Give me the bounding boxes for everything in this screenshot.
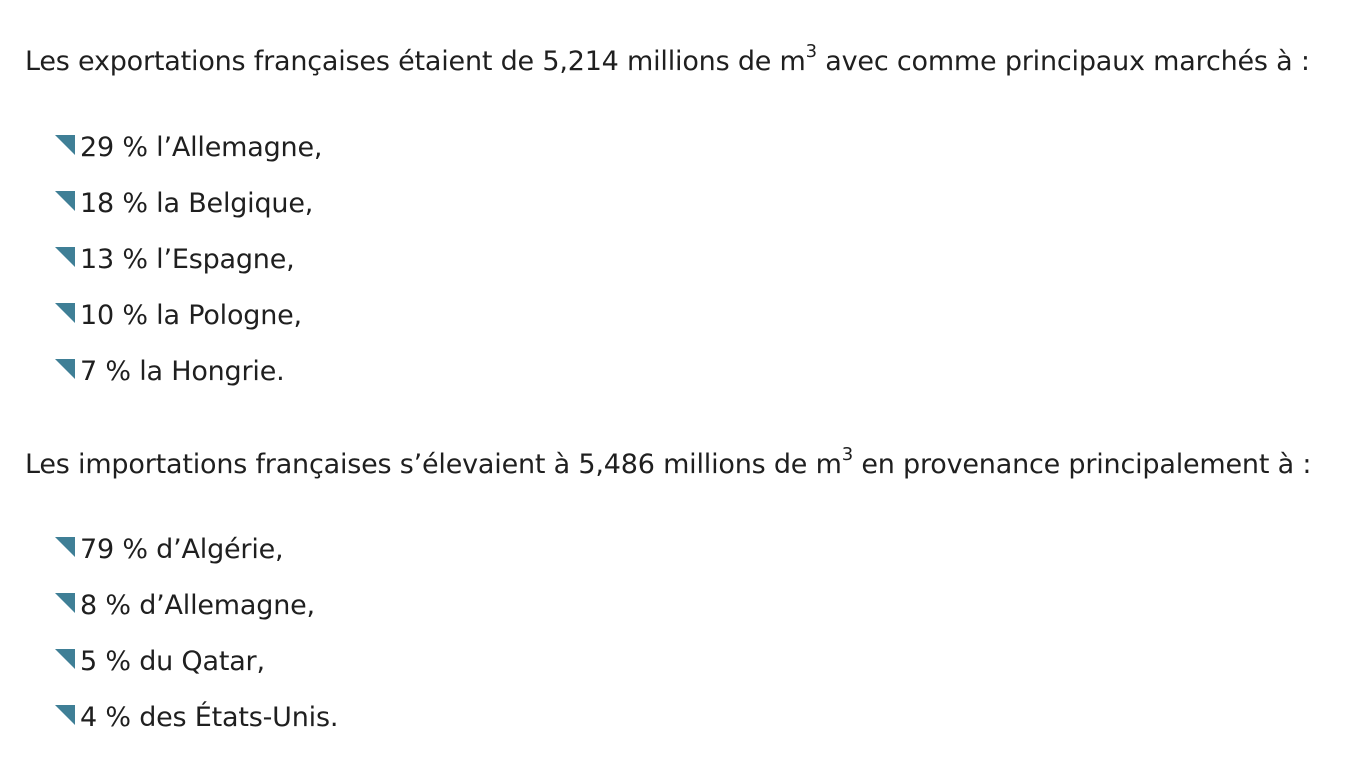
- exports-intro-text-end: avec comme principaux marchés à :: [816, 46, 1310, 77]
- list-item-text: 13 % l’Espagne,: [80, 244, 295, 275]
- triangle-bullet-icon: [55, 247, 75, 267]
- exports-intro-paragraph: [25, 42, 1310, 82]
- list-item: [55, 352, 322, 408]
- exports-unit-superscript: 3: [805, 41, 817, 62]
- triangle-bullet-icon: [55, 649, 75, 669]
- triangle-bullet-icon: [55, 191, 75, 211]
- imports-unit-superscript: 3: [841, 444, 853, 465]
- list-item: [55, 586, 338, 642]
- exports-list: [55, 128, 322, 408]
- imports-intro-text: Les importations françaises s’élevaient à 5,486 millions de m: [25, 449, 842, 480]
- list-item-text: 4 % des États-Unis.: [80, 702, 339, 733]
- triangle-bullet-icon: [55, 135, 75, 155]
- list-item: [55, 296, 322, 352]
- exports-intro-text: Les exportations françaises étaient de 5,214 millions de m: [25, 46, 806, 77]
- list-item: [55, 642, 338, 698]
- list-item-text: 7 % la Hongrie.: [80, 356, 285, 387]
- list-item-text: 79 % d’Algérie,: [80, 534, 284, 565]
- triangle-bullet-icon: [55, 537, 75, 557]
- list-item-text: 10 % la Pologne,: [80, 300, 302, 331]
- triangle-bullet-icon: [55, 593, 75, 613]
- list-item: [55, 530, 338, 586]
- triangle-bullet-icon: [55, 705, 75, 725]
- list-item-text: 29 % l’Allemagne,: [80, 132, 323, 163]
- triangle-bullet-icon: [55, 303, 75, 323]
- list-item-text: 5 % du Qatar,: [80, 646, 265, 677]
- list-item-text: 18 % la Belgique,: [80, 188, 314, 219]
- list-item-text: 8 % d’Allemagne,: [80, 590, 315, 621]
- list-item: [55, 240, 322, 296]
- imports-intro-text-end: en provenance principalement à :: [852, 449, 1312, 480]
- list-item: [55, 184, 322, 240]
- triangle-bullet-icon: [55, 359, 75, 379]
- imports-list: [55, 530, 338, 754]
- list-item: [55, 698, 338, 754]
- list-item: [55, 128, 322, 184]
- imports-intro-paragraph: [25, 445, 1311, 485]
